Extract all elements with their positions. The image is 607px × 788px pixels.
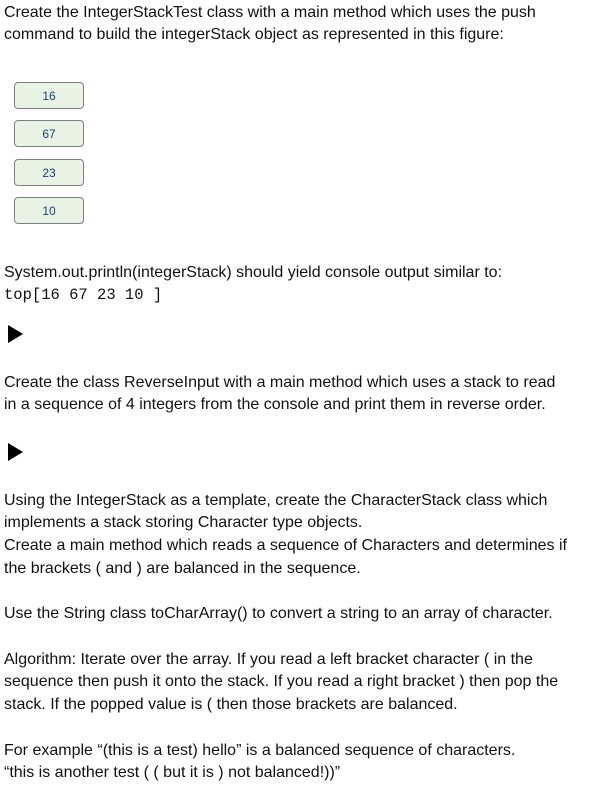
task3-line-2: implements a stack storing Character type objects. xyxy=(4,514,363,531)
algorithm-line-2: sequence then push it onto the stack. If you read a right bracket ) then pop the xyxy=(4,673,559,690)
stack-item-2: 67 xyxy=(14,120,84,147)
play-icon xyxy=(8,443,23,461)
stack-item-3: 23 xyxy=(14,159,84,186)
task2-line-2: in a sequence of 4 integers from the console and print them in reverse order. xyxy=(4,396,546,413)
task1-line-1: Create the IntegerStackTest class with a main method which uses the push xyxy=(4,4,536,21)
stack-item-4: 10 xyxy=(14,197,84,224)
output-intro: System.out.println(integerStack) should yield console output similar to: xyxy=(4,264,503,281)
task2-line-1: Create the class ReverseInput with a main method which uses a stack to read xyxy=(4,374,556,391)
task1-line-2: command to build the integerStack object as represented in this figure: xyxy=(4,26,504,43)
algorithm-line-1: Algorithm: Iterate over the array. If you read a left bracket character ( in the xyxy=(4,651,533,668)
task3-line-3: Create a main method which reads a sequence of Characters and determines if xyxy=(4,537,567,554)
string-note: Use the String class toCharArray() to convert a string to an array of character. xyxy=(4,605,553,622)
task3-line-1: Using the IntegerStack as a template, create the CharacterStack class which xyxy=(4,492,548,509)
task3-line-4: the brackets ( and ) are balanced in the sequence. xyxy=(4,560,361,577)
play-icon xyxy=(8,325,23,343)
output-code: top[16 67 23 10 ] xyxy=(4,286,163,304)
example-line-1: For example “(this is a test) hello” is a balanced sequence of characters. xyxy=(4,742,516,759)
example-line-2: “this is another test ( ( but it is ) not balanced!))” xyxy=(4,764,341,781)
algorithm-line-3: stack. If the popped value is ( then those brackets are balanced. xyxy=(4,696,458,713)
stack-item-1: 16 xyxy=(14,82,84,109)
